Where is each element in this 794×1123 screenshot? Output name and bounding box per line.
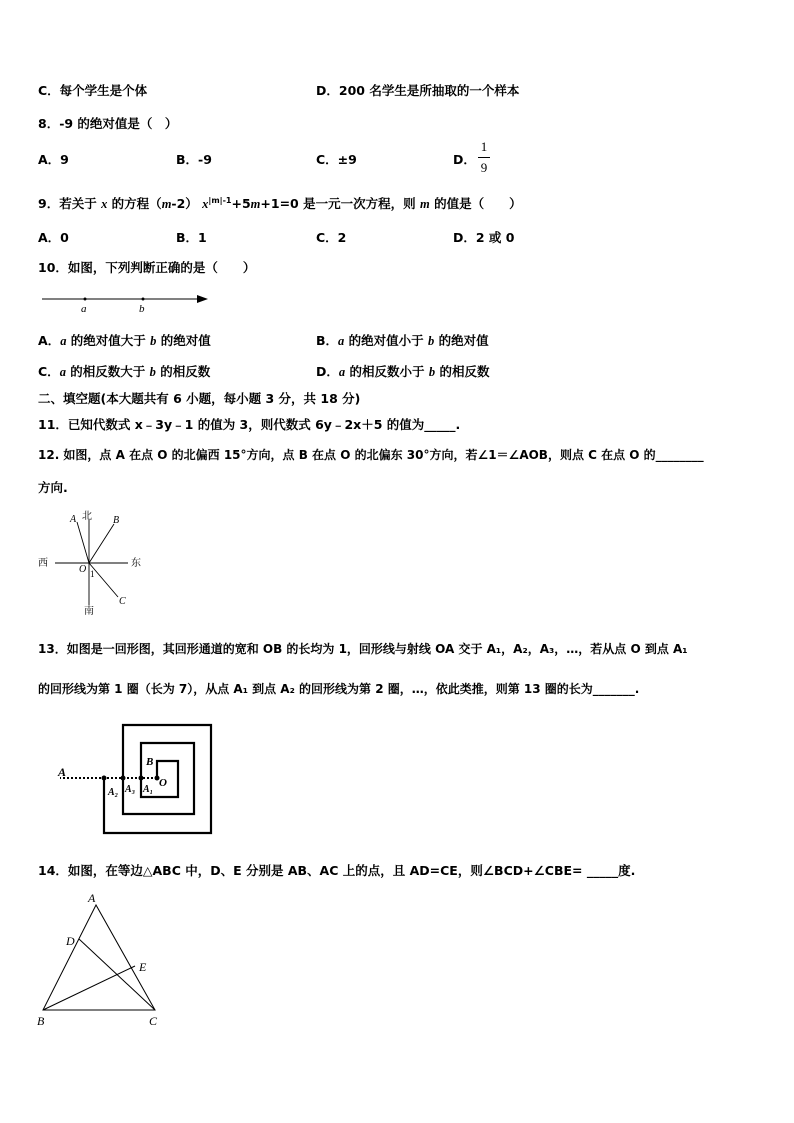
section-heading-fill-in: 二、填空题(本大题共有 6 小题，每小题 3 分，共 18 分) bbox=[38, 391, 361, 406]
label-c: C bbox=[149, 1014, 158, 1028]
q12-line1: 12. 如图，点 A 在点 O 的北偏西 15°方向，点 B 在点 O 的北偏东 30°方向，若∠1＝∠AOB，则点 C 在点 O 的________ bbox=[38, 448, 704, 462]
fraction-denominator: 9 bbox=[480, 160, 488, 175]
label-d: D bbox=[66, 934, 75, 948]
label-a1: A₁ bbox=[143, 784, 154, 795]
q9-option-a: A．0 bbox=[38, 230, 69, 245]
label-b: b bbox=[139, 303, 145, 315]
label-east: 东 bbox=[131, 558, 141, 569]
q14-text: 14．如图，在等边△ABC 中，D、E 分别是 AB、AC 上的点，且 AD=CE，则∠BCD+∠CBE= _____度. bbox=[38, 863, 636, 878]
q10-option-d: D．a 的相反数小于 b 的相反数 bbox=[316, 364, 490, 379]
label-south: 南 bbox=[84, 606, 94, 617]
q9-stem: 9．若关于 x 的方程（m-2） $x^{|m|-1}+5m+1=0$ 是一元一次方程，则 m 的值是（ ） bbox=[38, 196, 522, 212]
q10-option-b: B．a 的绝对值小于 b 的绝对值 bbox=[316, 333, 489, 348]
label-c: C bbox=[119, 596, 126, 607]
q10-option-c: C．a 的相反数大于 b 的相反数 bbox=[38, 364, 211, 379]
q10-stem: 10．如图，下列判断正确的是（ ） bbox=[38, 260, 256, 275]
q7-option-d: D．200 名学生是所抽取的一个样本 bbox=[316, 83, 520, 98]
label-a: A bbox=[88, 891, 96, 905]
label-b: B bbox=[37, 1014, 45, 1028]
q9-option-c: C．2 bbox=[316, 230, 347, 245]
label-a3: A₂ bbox=[108, 787, 119, 798]
segment-be bbox=[43, 966, 135, 1010]
label-e: E bbox=[139, 960, 147, 974]
label-b: B bbox=[146, 756, 154, 768]
label-o: O bbox=[159, 777, 167, 789]
label-west: 西 bbox=[38, 558, 48, 569]
q9-option-d: D．2 或 0 bbox=[453, 230, 515, 245]
q8-option-a: A．9 bbox=[38, 152, 69, 167]
q8-stem: 8．-9 的绝对值是（ ） bbox=[38, 116, 178, 131]
fraction-numerator: 1 bbox=[480, 139, 488, 154]
q13-line2: 的回形线为第 1 圈（长为 7），从点 A₁ 到点 A₂ 的回形线为第 2 圈，…，依此类推，则第 13 圈的长为_______. bbox=[38, 682, 640, 696]
label-a2: A₃ bbox=[125, 784, 136, 795]
q8-option-d: D． bbox=[453, 152, 476, 167]
q7-option-c: C．每个学生是个体 bbox=[38, 83, 148, 98]
label-a: A bbox=[70, 514, 77, 525]
label-a: A bbox=[58, 765, 67, 779]
label-north: 北 bbox=[82, 511, 92, 522]
q9-option-b: B．1 bbox=[176, 230, 207, 245]
q10-option-a: A．a 的绝对值大于 b 的绝对值 bbox=[38, 333, 211, 348]
label-a: a bbox=[81, 303, 87, 315]
label-angle-1: 1 bbox=[90, 569, 95, 579]
label-o: O bbox=[79, 564, 87, 575]
label-b: B bbox=[113, 515, 120, 526]
q11-text: 11．已知代数式 x﹣3y﹣1 的值为 3，则代数式 6y﹣2x＋5 的值为_____. bbox=[38, 417, 461, 432]
q8-option-c: C．±9 bbox=[316, 152, 357, 167]
q13-line1: 13．如图是一回形图，其回形通道的宽和 OB 的长均为 1，回形线与射线 OA 交于 A₁，A₂，A₃，…，若从点 O 到点 A₁ bbox=[38, 642, 688, 656]
q12-line2: 方向. bbox=[38, 480, 68, 495]
q8-option-b: B．-9 bbox=[176, 152, 212, 167]
